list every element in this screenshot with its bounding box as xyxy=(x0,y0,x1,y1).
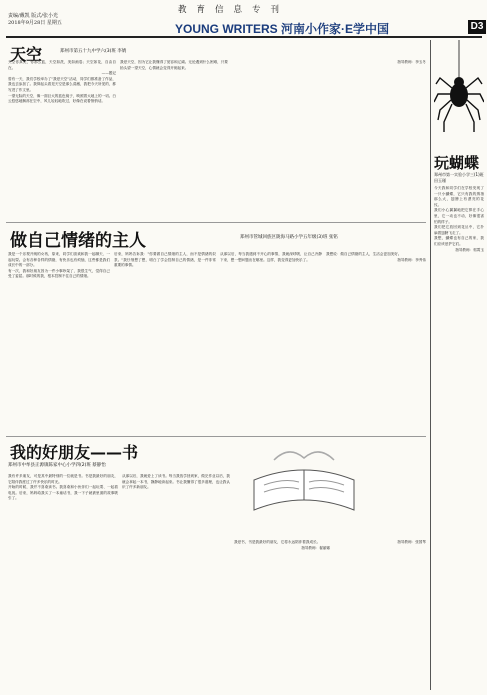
paragraph: 我爱天空，因为它让我懂得了宽容和辽阔。无论遇到什么困难，只要抬头望一望天空，心情就会变得开朗起来。 xyxy=(120,60,228,70)
article-separator xyxy=(6,222,426,223)
article-body-sky-col2 xyxy=(120,60,228,220)
paragraph: 后来，妈妈告诉我："你要做自己情绪的主人，而不是情绪的奴隶。"我仔细想了想，明白了学会控制自己的情绪，是一件非常重要的事情。 xyxy=(114,252,216,268)
paragraph: 一望无际的天空，像一面巨大的蓝色镜子，映照着大地上的一切。白云悠悠地飘荡在空中，风儿轻轻地吹过，好像在说着悄悄话。 xyxy=(8,93,116,104)
article-body-book-col3 xyxy=(234,540,330,690)
paragraph: 我想，蝴蝶也有自己的家，我们应该爱护它们。 xyxy=(434,236,484,246)
date-line: 2018年9月28日 星期五 xyxy=(8,20,62,26)
header-meta xyxy=(8,13,62,27)
paragraph: 我是一个乐观开朗的女孩，原来，同学们喜欢和我一起聊天、一起玩耍。会有各种各样的情绪，有快乐也有烦恼，这些都是我们成长中的一部分。 xyxy=(8,252,110,268)
teacher-note: 指导教师：李玉冬 xyxy=(397,60,426,64)
paragraph: 从那以后，我就爱上了读书。每当我放学回到家，做完作业以后，我就会拿起一本书，静静地读起来。书让我懂得了很多道理，也让我认识了许多新朋友。 xyxy=(122,474,230,490)
paragraph: 我想说：做自己情绪的主人，生活会更加美好。 xyxy=(326,252,402,256)
article-byline-butterfly: 郑州市第一实验小学三(1)班 田玉瑾 xyxy=(434,172,484,183)
paragraph: 曾有一天，我们学校举办了"我爱天空"活动，同学们都准备了作品，我也去参加了。我仰起头看见天空是那么清澈，我把今天所见的，都写进了作文里。 xyxy=(8,76,116,92)
article-byline-emotion: 郑州市管城回族区陇海马路小学五年级(3)班 张铭 xyxy=(240,235,338,240)
paragraph: 我们小心翼翼地把它捧在手心里，它一动也不动，好像很害怕的样子。 xyxy=(434,208,484,224)
paragraph: 从那以后，每当我遇到不开心的事情，我就深呼吸，让自己冷静下来，想一想问题出在哪里。这样，我变得更加快乐了。 xyxy=(220,252,322,262)
editor-line: 责编/戴凯 版式/张小光 xyxy=(8,13,58,19)
article-body-emotion-col4 xyxy=(326,252,426,432)
article-title-book: 我的好朋友——书 xyxy=(10,443,139,462)
article-title-sky: 天空 xyxy=(10,45,43,64)
article-body-book-col4 xyxy=(334,540,426,690)
header-rule xyxy=(6,36,482,38)
article-body-sky-col1 xyxy=(8,60,116,220)
article-body-emotion-col1 xyxy=(8,252,110,432)
paragraph: 今天我和同学们在学校发现了一只小蝴蝶，它只有我的拇指那么大，翅膀上有漂亮的花纹。 xyxy=(434,186,484,207)
spider-illustration xyxy=(434,40,484,150)
paragraph: 我们把它放回到花丛中，它扑扇着翅膀飞走了。 xyxy=(434,225,484,235)
article-body-sky-col3 xyxy=(232,60,332,220)
article-body-emotion-col2 xyxy=(114,252,216,432)
article-body-sky-col4 xyxy=(336,60,426,220)
article-body-butterfly xyxy=(434,186,484,686)
article-body-book-col2 xyxy=(122,474,230,690)
paragraph: 我爱书，书是我最好的朋友，它将永远陪伴着我成长。 xyxy=(234,540,321,544)
article-body-book-col1 xyxy=(8,474,118,690)
paragraph: ——题记 xyxy=(101,71,116,76)
section-title: 教育信息专刊 xyxy=(178,5,290,15)
paragraph: 我有许多朋友，可是其中最特别的一位就是书。书是我最好的朋友，它陪伴我度过了许多快乐的时光。 xyxy=(8,474,118,484)
article-body-emotion-col3 xyxy=(220,252,322,432)
column-divider xyxy=(430,40,431,690)
page-code: D3 xyxy=(468,20,486,34)
article-title-butterfly: 玩蝴蝶 xyxy=(434,154,480,172)
article-separator xyxy=(6,436,426,437)
article-title-emotion: 做自己情绪的主人 xyxy=(10,231,146,251)
column-title: YOUNG WRITERS 河南小作家·E学中国 xyxy=(175,22,390,36)
article-byline-book: 郑州市中牟县正源镇陈家中心小学四(2)班 蔡静怡 xyxy=(8,463,106,468)
article-byline-sky: 郑州市第五十九中学六(3)班 李婧 xyxy=(60,49,127,54)
paragraph: 有一次，我和好朋友因为一件小事吵架了，我很生气，觉得自己受了委屈。那时候的我，根本控制不住自己的情绪。 xyxy=(8,268,110,279)
teacher-note: 指导教师：张国琴 xyxy=(397,540,426,544)
teacher-note: 指导教师：翟丽娜 xyxy=(301,545,330,550)
teacher-note: 指导教师：李秀伟 xyxy=(397,257,426,262)
paragraph: 天空你真美，你那么蓝，天空如洗，美如画卷；天空如花，自由自在。 xyxy=(8,60,116,70)
paragraph: 开始的时候，我并不喜欢读书。我喜欢和小伙伴们一起玩耍、一起看电视。后来，妈妈给我买了一本童话书，我一下子就被里面的故事吸引了。 xyxy=(8,485,118,501)
teacher-note: 指导教师：郭霄玉 xyxy=(455,247,484,252)
book-illustration xyxy=(244,440,364,536)
